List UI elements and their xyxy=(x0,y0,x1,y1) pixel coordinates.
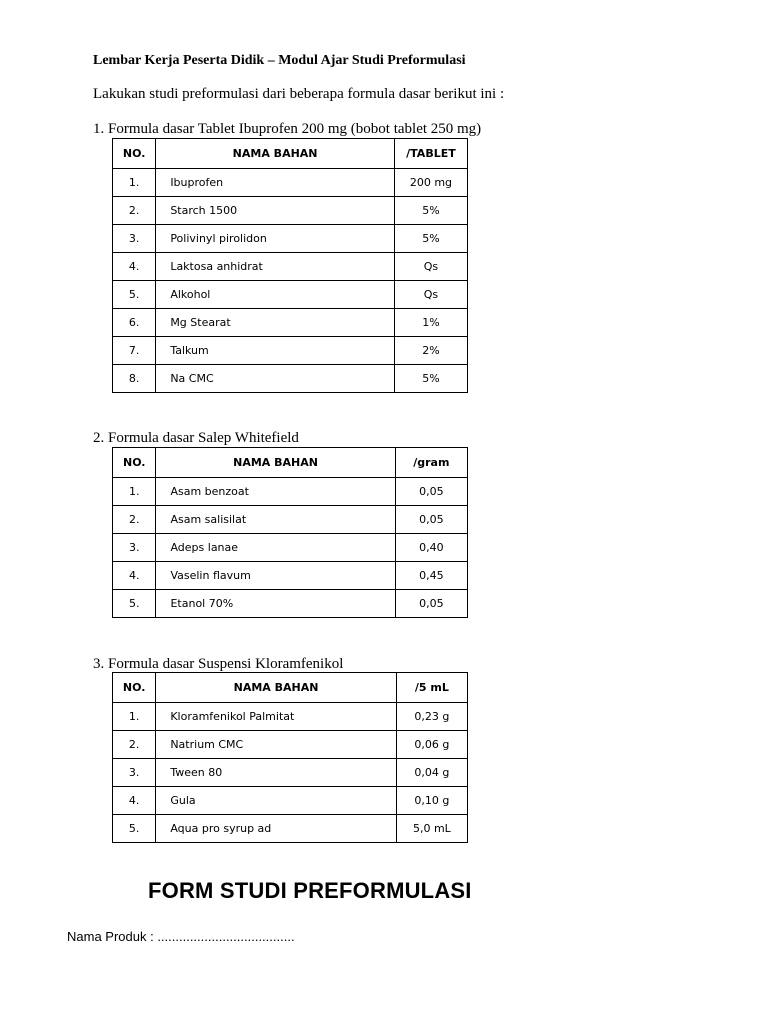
cell-no: 5. xyxy=(113,590,156,618)
cell-qty: 5% xyxy=(394,197,467,225)
cell-no: 4. xyxy=(113,562,156,590)
cell-no: 1. xyxy=(113,169,156,197)
cell-name: Aqua pro syrup ad xyxy=(156,815,396,843)
formula-1-table xyxy=(112,138,468,393)
table-row xyxy=(113,506,468,534)
table-row xyxy=(113,225,468,253)
column-header-no: NO. xyxy=(113,673,156,703)
cell-no: 1. xyxy=(113,703,156,731)
cell-name: Ibuprofen xyxy=(156,169,395,197)
worksheet-title: Lembar Kerja Peserta Didik – Modul Ajar Studi Preformulasi xyxy=(93,53,466,68)
cell-qty: 1% xyxy=(394,309,467,337)
cell-no: 2. xyxy=(113,197,156,225)
table-row xyxy=(113,815,468,843)
table-row xyxy=(113,590,468,618)
cell-name: Asam benzoat xyxy=(156,478,395,506)
table-row xyxy=(113,337,468,365)
cell-name: Natrium CMC xyxy=(156,731,396,759)
cell-qty: Qs xyxy=(394,281,467,309)
cell-no: 5. xyxy=(113,281,156,309)
cell-name: Tween 80 xyxy=(156,759,396,787)
table-row xyxy=(113,731,468,759)
table-row xyxy=(113,281,468,309)
cell-name: Gula xyxy=(156,787,396,815)
formula-3-heading: 3. Formula dasar Suspensi Kloramfenikol xyxy=(93,656,344,672)
cell-no: 2. xyxy=(113,506,156,534)
cell-no: 1. xyxy=(113,478,156,506)
column-header-quantity: /gram xyxy=(395,448,467,478)
cell-no: 3. xyxy=(113,759,156,787)
column-header-nama-bahan: NAMA BAHAN xyxy=(156,139,395,169)
cell-name: Mg Stearat xyxy=(156,309,395,337)
table-row xyxy=(113,309,468,337)
formula-2-heading: 2. Formula dasar Salep Whitefield xyxy=(93,430,299,446)
column-header-nama-bahan: NAMA BAHAN xyxy=(156,673,396,703)
column-header-quantity: /5 mL xyxy=(396,673,467,703)
cell-qty: 0,10 g xyxy=(396,787,467,815)
cell-name: Polivinyl pirolidon xyxy=(156,225,395,253)
cell-qty: 0,40 xyxy=(395,534,467,562)
table-row xyxy=(113,365,468,393)
cell-qty: 0,05 xyxy=(395,506,467,534)
cell-name: Alkohol xyxy=(156,281,395,309)
cell-no: 8. xyxy=(113,365,156,393)
column-header-nama-bahan: NAMA BAHAN xyxy=(156,448,395,478)
cell-no: 4. xyxy=(113,253,156,281)
cell-no: 5. xyxy=(113,815,156,843)
table-row xyxy=(113,169,468,197)
table-row xyxy=(113,703,468,731)
cell-name: Laktosa anhidrat xyxy=(156,253,395,281)
column-header-quantity: /TABLET xyxy=(394,139,467,169)
column-header-no: NO. xyxy=(113,448,156,478)
cell-qty: 5,0 mL xyxy=(396,815,467,843)
table-row xyxy=(113,562,468,590)
cell-qty: 0,05 xyxy=(395,590,467,618)
table-row xyxy=(113,253,468,281)
table-row xyxy=(113,478,468,506)
cell-qty: Qs xyxy=(394,253,467,281)
table-row xyxy=(113,197,468,225)
cell-no: 3. xyxy=(113,534,156,562)
cell-no: 3. xyxy=(113,225,156,253)
table-row xyxy=(113,759,468,787)
cell-name: Kloramfenikol Palmitat xyxy=(156,703,396,731)
cell-qty: 5% xyxy=(394,365,467,393)
cell-no: 2. xyxy=(113,731,156,759)
formula-1-heading: 1. Formula dasar Tablet Ibuprofen 200 mg (bobot tablet 250 mg) xyxy=(93,121,482,137)
column-header-no: NO. xyxy=(113,139,156,169)
cell-qty: 0,45 xyxy=(395,562,467,590)
nama-produk-field: Nama Produk : ...................................... xyxy=(67,929,295,944)
table-header-row xyxy=(113,139,468,169)
table-header-row xyxy=(113,673,468,703)
cell-qty: 0,06 g xyxy=(396,731,467,759)
cell-name: Etanol 70% xyxy=(156,590,395,618)
cell-qty: 2% xyxy=(394,337,467,365)
table-header-row xyxy=(113,448,468,478)
cell-name: Asam salisilat xyxy=(156,506,395,534)
cell-name: Starch 1500 xyxy=(156,197,395,225)
cell-no: 4. xyxy=(113,787,156,815)
worksheet-instruction: Lakukan studi preformulasi dari beberapa formula dasar berikut ini : xyxy=(93,86,505,102)
formula-2-table xyxy=(112,447,468,618)
cell-name: Vaselin flavum xyxy=(156,562,395,590)
cell-qty: 200 mg xyxy=(394,169,467,197)
cell-no: 7. xyxy=(113,337,156,365)
cell-no: 6. xyxy=(113,309,156,337)
cell-name: Talkum xyxy=(156,337,395,365)
table-row xyxy=(113,787,468,815)
cell-qty: 0,04 g xyxy=(396,759,467,787)
cell-name: Adeps lanae xyxy=(156,534,395,562)
cell-qty: 0,23 g xyxy=(396,703,467,731)
form-title: FORM STUDI PREFORMULASI xyxy=(148,878,472,903)
formula-3-table xyxy=(112,672,468,843)
table-row xyxy=(113,534,468,562)
cell-name: Na CMC xyxy=(156,365,395,393)
cell-qty: 5% xyxy=(394,225,467,253)
cell-qty: 0,05 xyxy=(395,478,467,506)
